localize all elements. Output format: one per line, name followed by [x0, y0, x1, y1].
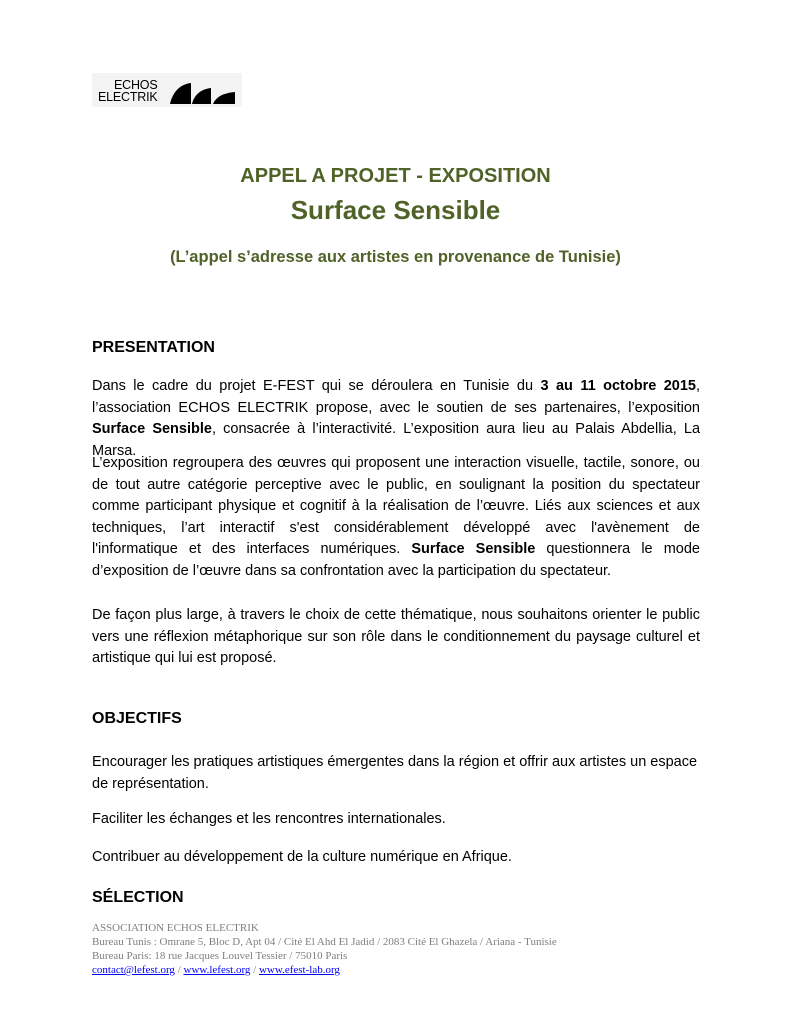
objectif-item: Encourager les pratiques artistiques émergentes dans la région et offrir aux artistes un espace de représentation.	[92, 754, 698, 792]
objectif-item: Faciliter les échanges et les rencontres internationales.	[92, 811, 446, 827]
website-link-lefest[interactable]: www.lefest.org	[183, 964, 251, 976]
website-link-efest-lab[interactable]: www.efest-lab.org	[258, 964, 340, 976]
logo-wave-icon	[167, 81, 237, 105]
dates-highlight: 3 au 11 octobre 2015	[540, 378, 696, 394]
footer-address-tunis: Bureau Tunis : Omrane 5, Bloc D, Apt 04 / Cité El Ahd El Jadid / 2083 Cité El Ghazela / Ariana - Tunisie	[92, 936, 557, 948]
logo-text-electrik: ELECTRIK	[98, 90, 158, 104]
footer	[92, 921, 557, 977]
selection-heading: SÉLECTION	[92, 889, 184, 906]
logo-text-echos: ECHOS	[114, 78, 158, 92]
footer-links: contact@lefest.org / www.lefest.org / www.efest-lab.org	[92, 964, 340, 976]
presentation-paragraph-2: L’exposition regroupera des œuvres qui proposent une interaction visuelle, tactile, sonore, ou de tout autre catégorie perceptive avec le public, en soulignant la position du spectateur comme participant physique et cognitif à la réalisation de l’œuvre. Liés aux sciences et aux techniques, l’art interactif s'est considérablement développé avec l'avènement de l'informatique et des interfaces numériques. Surface Sensible questionnera le mode d’exposition de l’œuvre dans sa confrontation avec la participation du spectateur.	[92, 455, 700, 579]
email-link[interactable]: contact@lefest.org	[92, 964, 175, 976]
exhibition-name-highlight: Surface Sensible	[92, 421, 212, 438]
objectif-item: Contribuer au développement de la culture numérique en Afrique.	[92, 849, 512, 865]
objectifs-heading: OBJECTIFS	[92, 710, 182, 727]
presentation-heading: PRESENTATION	[92, 339, 215, 356]
call-note: (L’appel s’adresse aux artistes en provenance de Tunisie)	[170, 248, 621, 266]
footer-org: ASSOCIATION ECHOS ELECTRIK	[92, 922, 259, 934]
presentation-paragraph-3: De façon plus large, à travers le choix de cette thématique, nous souhaitons orienter le public vers une réflexion métaphorique sur son rôle dans le conditionnement du paysage culturel et artistique qui lui est proposé.	[92, 607, 700, 667]
footer-address-paris: Bureau Paris: 18 rue Jacques Louvel Tessier / 75010 Paris	[92, 950, 348, 962]
page-title: APPEL A PROJET - EXPOSITION	[240, 165, 551, 187]
presentation-paragraph-1: Dans le cadre du projet E-FEST qui se déroulera en Tunisie du 3 au 11 octobre 2015, l’association ECHOS ELECTRIK propose, avec le soutien de ses partenaires, l’exposition Surface Sensible, consacrée à l’interactivité. L’exposition aura lieu au Palais Abdellia, La Marsa.	[92, 378, 701, 459]
exhibition-title: Surface Sensible	[290, 195, 501, 225]
exhibition-name-highlight: Surface Sensible	[411, 541, 536, 558]
echos-electrik-logo	[92, 73, 242, 107]
